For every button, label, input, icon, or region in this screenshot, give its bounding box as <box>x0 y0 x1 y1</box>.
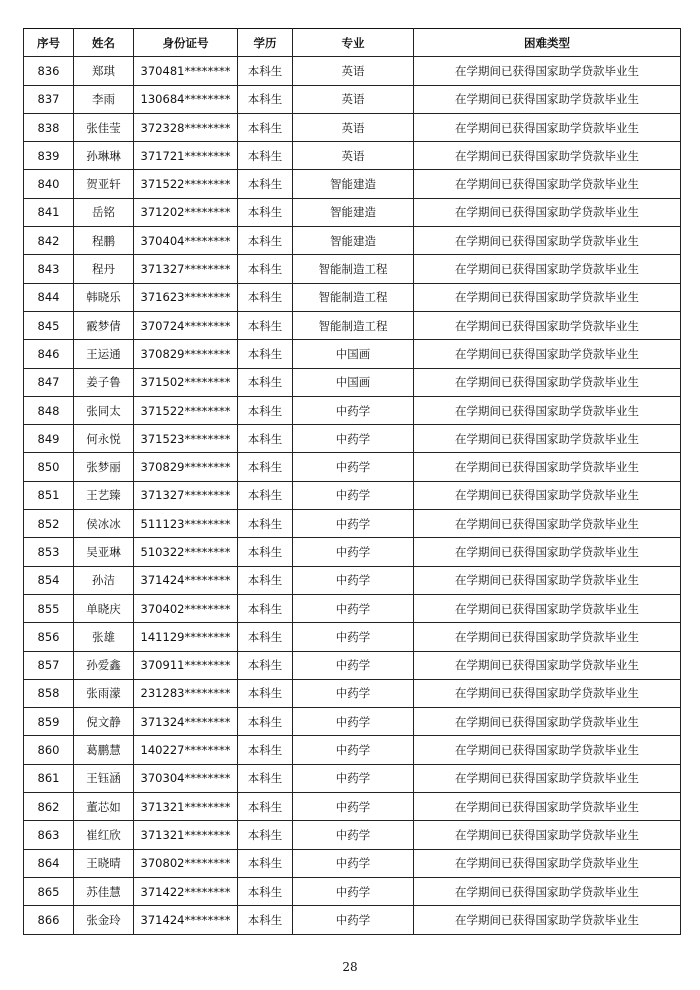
row-major-cell: 英语 <box>293 85 414 113</box>
row-seq-cell: 858 <box>24 679 74 707</box>
row-id-cell: 370911******** <box>134 651 238 679</box>
row-id-cell: 370724******** <box>134 311 238 339</box>
row-hardship-type-cell: 在学期间已获得国家助学贷款毕业生 <box>414 736 681 764</box>
table-row <box>24 453 681 481</box>
row-major-cell: 中国画 <box>293 368 414 396</box>
table-row <box>24 85 681 113</box>
table-row <box>24 651 681 679</box>
row-id-cell: 370304******** <box>134 764 238 792</box>
row-id-cell: 372328******** <box>134 113 238 141</box>
row-hardship-type-cell: 在学期间已获得国家助学贷款毕业生 <box>414 255 681 283</box>
row-major-cell: 智能建造 <box>293 227 414 255</box>
row-education-cell: 本科生 <box>238 311 293 339</box>
row-education-cell: 本科生 <box>238 821 293 849</box>
row-name-cell: 孙洁 <box>74 566 134 594</box>
row-seq-cell: 865 <box>24 877 74 905</box>
row-education-cell: 本科生 <box>238 198 293 226</box>
row-major-cell: 中国画 <box>293 340 414 368</box>
row-hardship-type-cell: 在学期间已获得国家助学贷款毕业生 <box>414 877 681 905</box>
row-id-cell: 371321******** <box>134 793 238 821</box>
row-education-cell: 本科生 <box>238 227 293 255</box>
row-seq-cell: 838 <box>24 113 74 141</box>
row-seq-cell: 837 <box>24 85 74 113</box>
row-education-cell: 本科生 <box>238 425 293 453</box>
row-id-cell: 371522******** <box>134 396 238 424</box>
row-education-cell: 本科生 <box>238 736 293 764</box>
row-education-cell: 本科生 <box>238 170 293 198</box>
row-seq-cell: 853 <box>24 538 74 566</box>
row-seq-cell: 847 <box>24 368 74 396</box>
table-row <box>24 764 681 792</box>
header-seq: 序号 <box>24 29 74 57</box>
row-major-cell: 英语 <box>293 57 414 85</box>
row-major-cell: 中药学 <box>293 566 414 594</box>
row-id-cell: 370802******** <box>134 849 238 877</box>
row-seq-cell: 839 <box>24 142 74 170</box>
row-hardship-type-cell: 在学期间已获得国家助学贷款毕业生 <box>414 368 681 396</box>
row-hardship-type-cell: 在学期间已获得国家助学贷款毕业生 <box>414 283 681 311</box>
row-hardship-type-cell: 在学期间已获得国家助学贷款毕业生 <box>414 396 681 424</box>
row-major-cell: 中药学 <box>293 510 414 538</box>
row-name-cell: 张雨濛 <box>74 679 134 707</box>
row-hardship-type-cell: 在学期间已获得国家助学贷款毕业生 <box>414 425 681 453</box>
row-seq-cell: 862 <box>24 793 74 821</box>
row-id-cell: 140227******** <box>134 736 238 764</box>
table-row <box>24 142 681 170</box>
table-row <box>24 849 681 877</box>
table-row <box>24 396 681 424</box>
row-id-cell: 371424******** <box>134 566 238 594</box>
row-major-cell: 智能制造工程 <box>293 283 414 311</box>
row-major-cell: 中药学 <box>293 481 414 509</box>
row-major-cell: 智能建造 <box>293 198 414 226</box>
row-major-cell: 中药学 <box>293 425 414 453</box>
row-id-cell: 371721******** <box>134 142 238 170</box>
row-education-cell: 本科生 <box>238 566 293 594</box>
row-id-cell: 370404******** <box>134 227 238 255</box>
row-name-cell: 贺亚轩 <box>74 170 134 198</box>
table-row <box>24 623 681 651</box>
student-roster-table <box>23 28 681 935</box>
row-id-cell: 231283******** <box>134 679 238 707</box>
row-hardship-type-cell: 在学期间已获得国家助学贷款毕业生 <box>414 538 681 566</box>
table-row <box>24 906 681 934</box>
row-major-cell: 中药学 <box>293 906 414 934</box>
row-id-cell: 371422******** <box>134 877 238 905</box>
row-education-cell: 本科生 <box>238 453 293 481</box>
header-hardship-type: 困难类型 <box>414 29 681 57</box>
row-major-cell: 英语 <box>293 142 414 170</box>
row-name-cell: 张金玲 <box>74 906 134 934</box>
row-name-cell: 岳铭 <box>74 198 134 226</box>
row-major-cell: 中药学 <box>293 538 414 566</box>
table-row <box>24 425 681 453</box>
table-row <box>24 594 681 622</box>
row-hardship-type-cell: 在学期间已获得国家助学贷款毕业生 <box>414 821 681 849</box>
table-row <box>24 368 681 396</box>
row-seq-cell: 856 <box>24 623 74 651</box>
row-major-cell: 智能建造 <box>293 170 414 198</box>
row-name-cell: 王晓晴 <box>74 849 134 877</box>
row-name-cell: 王艺臻 <box>74 481 134 509</box>
row-hardship-type-cell: 在学期间已获得国家助学贷款毕业生 <box>414 170 681 198</box>
row-name-cell: 吴亚琳 <box>74 538 134 566</box>
row-id-cell: 510322******** <box>134 538 238 566</box>
table-row <box>24 736 681 764</box>
row-major-cell: 中药学 <box>293 793 414 821</box>
row-name-cell: 侯冰冰 <box>74 510 134 538</box>
row-education-cell: 本科生 <box>238 906 293 934</box>
row-major-cell: 中药学 <box>293 651 414 679</box>
row-id-cell: 371502******** <box>134 368 238 396</box>
row-seq-cell: 840 <box>24 170 74 198</box>
row-name-cell: 王钰涵 <box>74 764 134 792</box>
row-seq-cell: 841 <box>24 198 74 226</box>
row-name-cell: 苏佳慧 <box>74 877 134 905</box>
row-name-cell: 孙爱鑫 <box>74 651 134 679</box>
row-education-cell: 本科生 <box>238 651 293 679</box>
row-name-cell: 程鹏 <box>74 227 134 255</box>
row-education-cell: 本科生 <box>238 85 293 113</box>
row-id-cell: 371327******** <box>134 481 238 509</box>
row-seq-cell: 857 <box>24 651 74 679</box>
row-hardship-type-cell: 在学期间已获得国家助学贷款毕业生 <box>414 849 681 877</box>
row-education-cell: 本科生 <box>238 340 293 368</box>
table-header-row <box>24 29 681 57</box>
row-major-cell: 智能制造工程 <box>293 255 414 283</box>
row-seq-cell: 860 <box>24 736 74 764</box>
table-row <box>24 481 681 509</box>
row-hardship-type-cell: 在学期间已获得国家助学贷款毕业生 <box>414 57 681 85</box>
table-row <box>24 340 681 368</box>
row-id-cell: 511123******** <box>134 510 238 538</box>
row-name-cell: 李雨 <box>74 85 134 113</box>
row-hardship-type-cell: 在学期间已获得国家助学贷款毕业生 <box>414 198 681 226</box>
row-hardship-type-cell: 在学期间已获得国家助学贷款毕业生 <box>414 510 681 538</box>
row-seq-cell: 864 <box>24 849 74 877</box>
table-row <box>24 679 681 707</box>
row-id-cell: 371202******** <box>134 198 238 226</box>
row-name-cell: 单晓庆 <box>74 594 134 622</box>
row-education-cell: 本科生 <box>238 57 293 85</box>
row-major-cell: 中药学 <box>293 764 414 792</box>
row-hardship-type-cell: 在学期间已获得国家助学贷款毕业生 <box>414 594 681 622</box>
table-row <box>24 227 681 255</box>
table-row <box>24 170 681 198</box>
table-row <box>24 311 681 339</box>
row-name-cell: 孙琳琳 <box>74 142 134 170</box>
table-row <box>24 57 681 85</box>
row-id-cell: 370829******** <box>134 453 238 481</box>
row-hardship-type-cell: 在学期间已获得国家助学贷款毕业生 <box>414 793 681 821</box>
row-seq-cell: 854 <box>24 566 74 594</box>
row-hardship-type-cell: 在学期间已获得国家助学贷款毕业生 <box>414 340 681 368</box>
row-name-cell: 霰梦倩 <box>74 311 134 339</box>
row-major-cell: 中药学 <box>293 623 414 651</box>
row-major-cell: 智能制造工程 <box>293 311 414 339</box>
header-major: 专业 <box>293 29 414 57</box>
row-name-cell: 张佳莹 <box>74 113 134 141</box>
row-name-cell: 葛鹏慧 <box>74 736 134 764</box>
row-education-cell: 本科生 <box>238 849 293 877</box>
row-major-cell: 中药学 <box>293 849 414 877</box>
row-hardship-type-cell: 在学期间已获得国家助学贷款毕业生 <box>414 311 681 339</box>
row-education-cell: 本科生 <box>238 594 293 622</box>
row-id-cell: 371424******** <box>134 906 238 934</box>
row-education-cell: 本科生 <box>238 623 293 651</box>
row-major-cell: 中药学 <box>293 594 414 622</box>
row-education-cell: 本科生 <box>238 113 293 141</box>
row-id-cell: 371321******** <box>134 821 238 849</box>
row-seq-cell: 849 <box>24 425 74 453</box>
row-seq-cell: 843 <box>24 255 74 283</box>
row-seq-cell: 852 <box>24 510 74 538</box>
row-hardship-type-cell: 在学期间已获得国家助学贷款毕业生 <box>414 566 681 594</box>
row-seq-cell: 844 <box>24 283 74 311</box>
row-name-cell: 韩晓乐 <box>74 283 134 311</box>
row-major-cell: 中药学 <box>293 877 414 905</box>
row-major-cell: 中药学 <box>293 708 414 736</box>
row-education-cell: 本科生 <box>238 396 293 424</box>
row-hardship-type-cell: 在学期间已获得国家助学贷款毕业生 <box>414 227 681 255</box>
row-seq-cell: 850 <box>24 453 74 481</box>
row-id-cell: 370402******** <box>134 594 238 622</box>
row-education-cell: 本科生 <box>238 368 293 396</box>
row-hardship-type-cell: 在学期间已获得国家助学贷款毕业生 <box>414 708 681 736</box>
table-row <box>24 510 681 538</box>
row-id-cell: 130684******** <box>134 85 238 113</box>
row-name-cell: 程丹 <box>74 255 134 283</box>
row-major-cell: 中药学 <box>293 679 414 707</box>
row-hardship-type-cell: 在学期间已获得国家助学贷款毕业生 <box>414 142 681 170</box>
row-seq-cell: 842 <box>24 227 74 255</box>
row-education-cell: 本科生 <box>238 510 293 538</box>
row-name-cell: 郑琪 <box>74 57 134 85</box>
row-id-cell: 141129******** <box>134 623 238 651</box>
row-education-cell: 本科生 <box>238 255 293 283</box>
table-row <box>24 198 681 226</box>
row-major-cell: 英语 <box>293 113 414 141</box>
row-seq-cell: 861 <box>24 764 74 792</box>
row-seq-cell: 836 <box>24 57 74 85</box>
row-seq-cell: 851 <box>24 481 74 509</box>
row-name-cell: 姜子鲁 <box>74 368 134 396</box>
row-seq-cell: 859 <box>24 708 74 736</box>
row-seq-cell: 848 <box>24 396 74 424</box>
row-education-cell: 本科生 <box>238 679 293 707</box>
table-row <box>24 113 681 141</box>
row-seq-cell: 866 <box>24 906 74 934</box>
row-id-cell: 371327******** <box>134 255 238 283</box>
row-education-cell: 本科生 <box>238 877 293 905</box>
row-id-cell: 371623******** <box>134 283 238 311</box>
row-seq-cell: 845 <box>24 311 74 339</box>
table-row <box>24 538 681 566</box>
row-education-cell: 本科生 <box>238 481 293 509</box>
row-name-cell: 何永悦 <box>74 425 134 453</box>
row-hardship-type-cell: 在学期间已获得国家助学贷款毕业生 <box>414 453 681 481</box>
table-row <box>24 821 681 849</box>
row-id-cell: 371324******** <box>134 708 238 736</box>
row-hardship-type-cell: 在学期间已获得国家助学贷款毕业生 <box>414 623 681 651</box>
header-id: 身份证号 <box>134 29 238 57</box>
row-hardship-type-cell: 在学期间已获得国家助学贷款毕业生 <box>414 679 681 707</box>
row-education-cell: 本科生 <box>238 142 293 170</box>
row-name-cell: 董芯如 <box>74 793 134 821</box>
page-number: 28 <box>342 960 358 974</box>
row-name-cell: 倪文静 <box>74 708 134 736</box>
table-row <box>24 793 681 821</box>
row-education-cell: 本科生 <box>238 764 293 792</box>
row-hardship-type-cell: 在学期间已获得国家助学贷款毕业生 <box>414 481 681 509</box>
table-row <box>24 566 681 594</box>
table-row <box>24 708 681 736</box>
row-name-cell: 张雄 <box>74 623 134 651</box>
header-name: 姓名 <box>74 29 134 57</box>
row-education-cell: 本科生 <box>238 708 293 736</box>
header-education: 学历 <box>238 29 293 57</box>
row-seq-cell: 846 <box>24 340 74 368</box>
row-hardship-type-cell: 在学期间已获得国家助学贷款毕业生 <box>414 651 681 679</box>
row-education-cell: 本科生 <box>238 538 293 566</box>
row-hardship-type-cell: 在学期间已获得国家助学贷款毕业生 <box>414 906 681 934</box>
row-major-cell: 中药学 <box>293 821 414 849</box>
row-education-cell: 本科生 <box>238 283 293 311</box>
row-hardship-type-cell: 在学期间已获得国家助学贷款毕业生 <box>414 85 681 113</box>
row-major-cell: 中药学 <box>293 453 414 481</box>
row-hardship-type-cell: 在学期间已获得国家助学贷款毕业生 <box>414 764 681 792</box>
row-hardship-type-cell: 在学期间已获得国家助学贷款毕业生 <box>414 113 681 141</box>
row-name-cell: 张同太 <box>74 396 134 424</box>
row-name-cell: 崔红欣 <box>74 821 134 849</box>
row-major-cell: 中药学 <box>293 736 414 764</box>
table-body <box>24 57 681 934</box>
row-name-cell: 张梦丽 <box>74 453 134 481</box>
table-row <box>24 255 681 283</box>
row-id-cell: 371523******** <box>134 425 238 453</box>
row-id-cell: 370829******** <box>134 340 238 368</box>
row-id-cell: 370481******** <box>134 57 238 85</box>
table-row <box>24 877 681 905</box>
row-name-cell: 王运通 <box>74 340 134 368</box>
row-education-cell: 本科生 <box>238 793 293 821</box>
table-row <box>24 283 681 311</box>
row-seq-cell: 855 <box>24 594 74 622</box>
row-major-cell: 中药学 <box>293 396 414 424</box>
row-id-cell: 371522******** <box>134 170 238 198</box>
row-seq-cell: 863 <box>24 821 74 849</box>
